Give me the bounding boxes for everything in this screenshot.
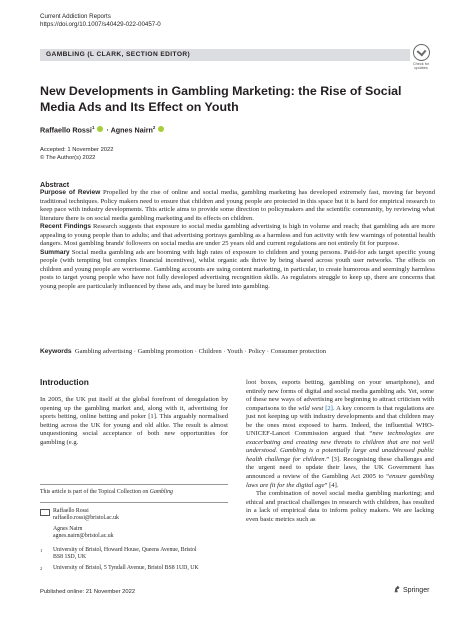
journal-name: Current Addiction Reports <box>40 13 111 20</box>
affiliation: University of Bristol, Howard House, Queens Avenue, Bristol BS8 1SD, UK <box>53 546 197 561</box>
paragraph: loot boxes, esports betting, gambling on your smartphone), and entirely new forms of digital and social media gambling ads. Yet, some of these new ways of advertising are beginning to attract criticism with comparisons to the wild west [2]. A key concern is that regulations are just not keeping up with industry developments and that children may be the ones most exposed to harm. Indeed, the influential WHO-UNICEF-Lancet Commission argued that “new technologies are exacerbating and creating new threats to children that are not well understood. Gambling is a potentially large and unaddressed public health challenge for children.” [3]. Recognising these challenges and the urgent need to update their laws, the UK Government has announced a review of the Gambling Act 2005 to “ensure gambling laws are fit for the digital age” [4]. <box>246 379 434 489</box>
doi-link[interactable]: https://doi.org/10.1007/s40429-022-00457-0 <box>40 21 161 28</box>
author-name[interactable]: Raffaello Rossi <box>40 125 92 135</box>
accepted-date: Accepted: 1 November 2022 <box>40 147 114 153</box>
body-right-column <box>246 379 434 524</box>
copyright-line: © The Author(s) 2022 <box>40 154 96 161</box>
check-updates-label: Check for updates <box>412 62 430 71</box>
affiliation: University of Bristol, 5 Tyndall Avenue, Bristol BS8 1UD, UK <box>53 565 199 572</box>
article-title: New Developments in Gambling Marketing: the Rise of Social Media Ads and Its Effect on Youth <box>40 84 402 114</box>
abstract-heading: Abstract <box>40 180 70 189</box>
mail-icon <box>40 509 50 516</box>
orcid-icon[interactable] <box>158 126 164 132</box>
publisher-logo: Springer <box>393 585 429 594</box>
abstract-findings: Recent Findings Research suggests that exposure to social media gambling advertising is high in volume and reach; that gambling ads are more appealing to young people than to adults; and that advertising portrays gambling as a harmless and fun activity with few warnings of potential health dangers. Most gambling brands' followers on social media are under 25 years old and current regulations are not entirely fit for purpose. <box>40 223 435 248</box>
abstract-summary: Summary Social media gambling ads are booming with high rates of exposure to children and young persons. Paid-for ads target specific young people (with tempting but complex financial incentives), whilst organic ads thrive by being shared across youth user networks. The effects on children and young people are worrisome. Gambling accounts are using content marketing, in particular, to create humorous and seemingly harmless posts to target young people who have not fully developed advertising recognition skills. As regulators struggle to keep up, there are concerns that young people are particularly influenced by these ads, and may be lured into gambling. <box>40 248 435 291</box>
check-for-updates-badge[interactable] <box>408 44 434 74</box>
journal-header <box>40 13 161 29</box>
orcid-icon[interactable] <box>97 126 103 132</box>
published-date: Published online: 21 November 2022 <box>40 589 136 595</box>
paragraph: The combination of novel social media gambling marketing; and ethical and practical challenges in research with children, has resulted in a lack of empirical data to inform policy makers. We are lacking even basic metrics such as <box>246 490 434 523</box>
contact-name: Raffaello Rossi <box>53 508 89 514</box>
abstract-purpose: Purpose of Review Propelled by the rise of online and social media, gambling marketing has developed extremely fast, moving far beyond traditional techniques. Policy makers need to ensure that children and young people are protected in this space but it is hard for empirical research to keep pace with industry developments. This article aims to provide some direction to policymakers and the scientific community, by reviewing what literature there is on social media gambling marketing and its effects on children. <box>40 189 436 222</box>
body-left-column <box>40 396 228 447</box>
footnote-divider <box>40 484 228 485</box>
keywords-text: Gambling advertising · Gambling promotion · Children · Youth · Policy · Consumer protection <box>74 348 327 355</box>
paragraph: In 2005, the UK put itself at the global forefront of deregulation by opening up the gambling market and, along with it, advertising for sports betting, online betting and poker [1]. This arguably normalised betting across the UK for young and old alike. The result is almost unquestioning social acceptance of both new opportunities for gambling (e.g. <box>40 396 228 446</box>
contact-name: Agnes Nairn <box>53 525 83 532</box>
springer-horse-icon <box>393 585 401 593</box>
keywords <box>40 348 435 356</box>
keywords-label: Keywords <box>40 348 72 355</box>
article-dates <box>40 147 113 162</box>
author-list: Raffaello Rossi$^1$ · Agnes Nairn$^2$ <box>40 125 165 134</box>
topical-collection-note: This article is part of the Topical Collection on Gambling <box>40 489 173 495</box>
section-banner: GAMBLING (L CLARK, SECTION EDITOR) <box>40 49 410 61</box>
contact-email[interactable]: raffaello.rossi@bristol.ac.uk <box>53 515 119 522</box>
abstract-body <box>40 189 435 292</box>
contact-block: Raffaello Rossi raffaello.rossi@bristol.ac.uk Agnes Nairn agnes.nairn@bristol.ac.uk 1 University of Bristol, Howard House, Queens Avenue, Bristol BS8 1SD, UK 2 University of Bristol, 5 Tyndall Avenue, Bristol BS8 1UD, UK <box>40 508 213 573</box>
contact-email[interactable]: agnes.nairn@bristol.ac.uk <box>53 533 114 540</box>
section-heading-introduction: Introduction <box>40 377 89 387</box>
author-name[interactable]: Agnes Nairn <box>110 125 153 135</box>
check-updates-icon <box>413 44 430 61</box>
footnote-divider <box>40 502 228 503</box>
